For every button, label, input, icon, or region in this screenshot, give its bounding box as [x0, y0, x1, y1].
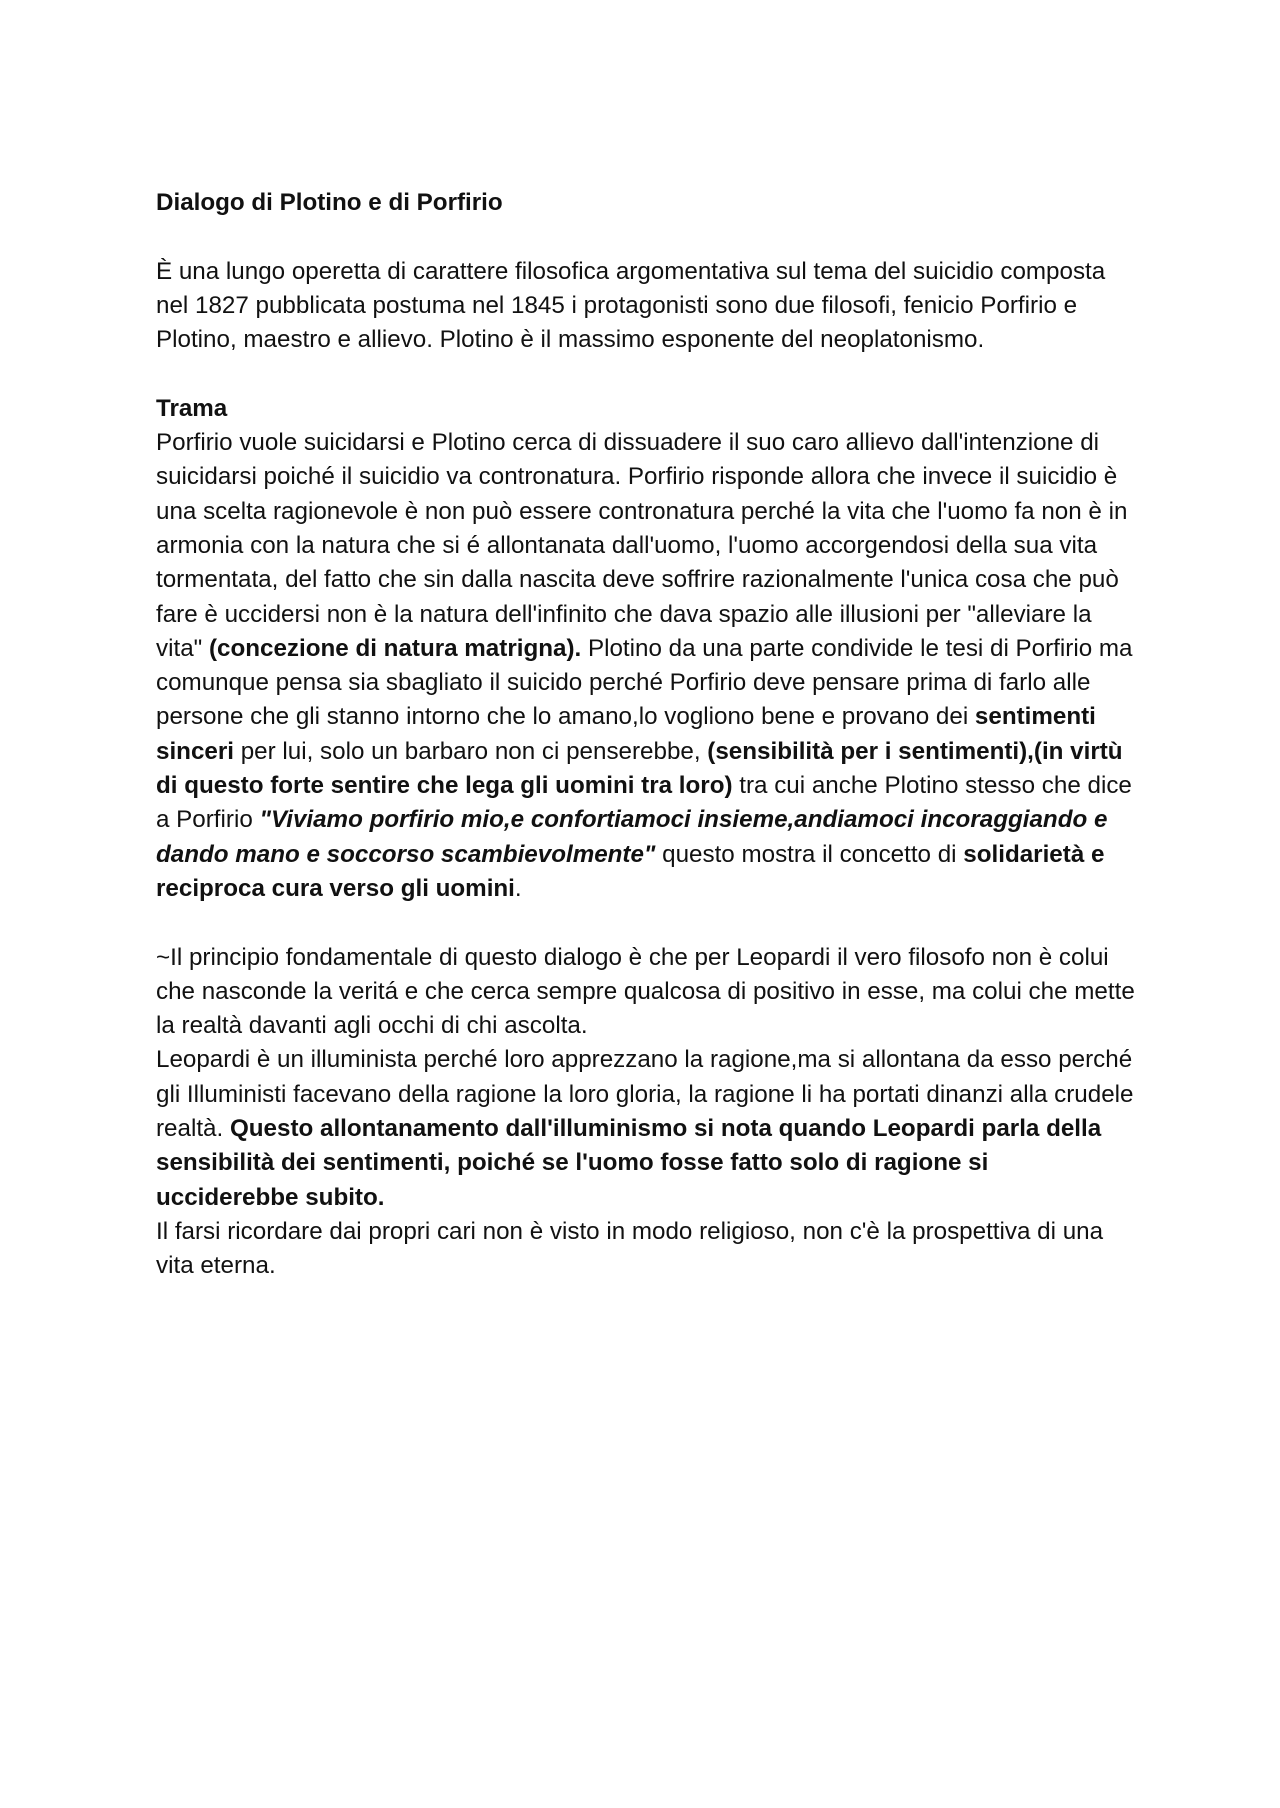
- principio-paragraph: ~Il principio fondamentale di questo dialogo è che per Leopardi il vero filosofo non è colui che nasconde la veritá e che cerca sempre qualcosa di positivo in esse, ma colui che mette la realtà davanti agli occhi di chi ascolta.: [156, 943, 1135, 1040]
- trama-text: Porfirio vuole suicidarsi e Plotino cerca di dissuadere il suo caro allievo dall'intenzione di suicidarsi poiché il suicidio va contronatura. Porfirio risponde allora che invece il suicidio è una scelta ragionevole è non può essere contronatura perché la vita che l'uomo fa non è in armonia con la natura che si é allontanata dall'uomo, l'uomo accorgendosi della sua vita tormentata, del fatto che sin dalla nascita deve soffrire razionalmente l'unica cosa che può fare è uccidersi non è la natura dell'infinito che dava spazio alle illusioni per "alleviare la vita": [156, 429, 1128, 662]
- trama-paragraph: [156, 426, 1136, 906]
- leopardi-paragraph: [156, 1043, 1136, 1214]
- document-title: Dialogo di Plotino e di Porfirio: [156, 189, 503, 216]
- spacer: [156, 906, 1136, 940]
- trama-bold-sensibilita: (sensibilità per i sentimenti),(in virtù di questo forte sentire che lega gli uomini tra loro): [156, 737, 1123, 800]
- trama-text: per lui, solo un barbaro non ci penserebbe,: [233, 737, 708, 765]
- trama-bold-sentimenti: sentimenti sinceri: [156, 703, 1096, 765]
- spacer: [156, 357, 1136, 391]
- trama-bold-solidarieta: solidarietà e reciproca cura verso gli uomini: [156, 840, 1105, 902]
- document-body: [156, 186, 1136, 1284]
- trama-text: tra cui anche Plotino stesso che dice a Porfirio: [156, 772, 1132, 834]
- section-heading-trama: Trama: [156, 394, 228, 422]
- trama-text: Plotino da una parte condivide le tesi di Porfirio ma comunque pensa sia sbagliato il suicido perché Porfirio deve pensare prima di farlo alle persone che gli stanno intorno che lo amano,lo vogliono bene e provano dei: [156, 634, 1133, 731]
- farsi-paragraph: Il farsi ricordare dai propri cari non è visto in modo religioso, non c'è la prospettiva di una vita eterna.: [156, 1217, 1104, 1280]
- intro-paragraph: È una lungo operetta di carattere filosofica argomentativa sul tema del suicidio composta nel 1827 pubblicata postuma nel 1845 i protagonisti sono due filosofi, fenicio Porfirio e Plotino, maestro e allievo. Plotino è il massimo esponente del neoplatonismo.: [156, 257, 1106, 354]
- leopardi-text: Leopardi è un illuminista perché loro apprezzano la ragione,ma si allontana da esso perché gli Illuministi facevano della ragione la loro gloria, la ragione li ha portati dinanzi alla crudele realtà.: [156, 1046, 1134, 1143]
- trama-text: questo mostra il concetto di: [655, 840, 964, 868]
- leopardi-bold: Questo allontanamento dall'illuminismo si nota quando Leopardi parla della sensibilità dei sentimenti, poiché se l'uomo fosse fatto solo di ragione si ucciderebbe subito.: [156, 1115, 1102, 1211]
- spacer: [156, 220, 1136, 254]
- trama-bold-natura: (concezione di natura matrigna).: [208, 634, 582, 662]
- trama-quote: "Viviamo porfirio mio,e confortiamoci insieme,andiamoci incoraggiando e dando mano e soccorso scambievolmente": [156, 806, 1108, 868]
- trama-text: .: [514, 874, 522, 902]
